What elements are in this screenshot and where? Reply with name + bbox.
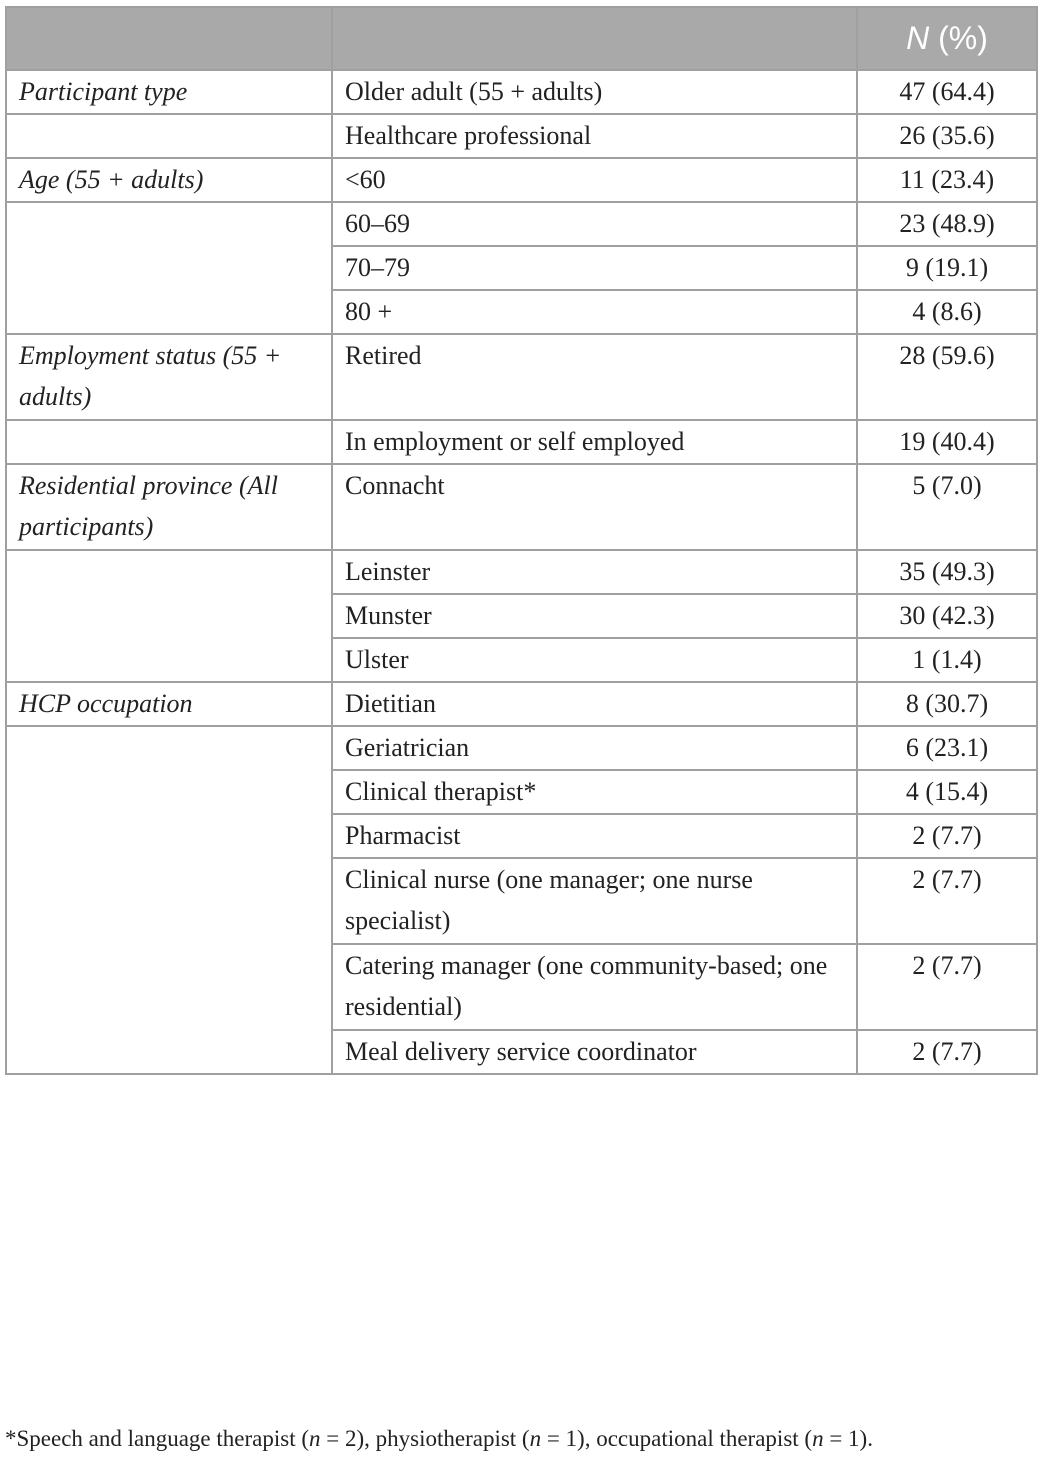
row-item: <60: [332, 158, 857, 202]
row-value: 2 (7.7): [857, 858, 1037, 944]
row-value: 2 (7.7): [857, 944, 1037, 1030]
row-item: In employment or self employed: [332, 420, 857, 464]
row-value: 9 (19.1): [857, 246, 1037, 290]
row-category: [6, 420, 332, 464]
row-value: 1 (1.4): [857, 638, 1037, 682]
row-value: 26 (35.6): [857, 114, 1037, 158]
row-item: 70–79: [332, 246, 857, 290]
header-percent: (%): [938, 20, 988, 56]
row-item: Older adult (55 + adults): [332, 70, 857, 114]
row-item: Munster: [332, 594, 857, 638]
row-value: 8 (30.7): [857, 682, 1037, 726]
table-row: [6, 726, 1037, 770]
row-value: 19 (40.4): [857, 420, 1037, 464]
row-category: Age (55 + adults): [6, 158, 332, 202]
row-item: Retired: [332, 334, 857, 420]
table-row: [6, 158, 1037, 202]
row-value: 2 (7.7): [857, 814, 1037, 858]
table-row: [6, 550, 1037, 594]
row-item: Clinical therapist*: [332, 770, 857, 814]
footnote-text-1: *Speech and language therapist (: [5, 1426, 309, 1451]
row-item: Dietitian: [332, 682, 857, 726]
row-item: 60–69: [332, 202, 857, 246]
table-row: [6, 114, 1037, 158]
table-row: [6, 202, 1037, 246]
row-value: 47 (64.4): [857, 70, 1037, 114]
row-value: 30 (42.3): [857, 594, 1037, 638]
row-item: Connacht: [332, 464, 857, 550]
row-item: Ulster: [332, 638, 857, 682]
footnote-text-3: = 1), occupational therapist (: [541, 1426, 813, 1451]
table-footnote: [5, 1426, 1040, 1452]
row-category: [6, 726, 332, 1074]
row-category: [6, 550, 332, 682]
row-item: Leinster: [332, 550, 857, 594]
footnote-n-3: n: [812, 1426, 824, 1451]
table-row: [6, 682, 1037, 726]
header-col1: [6, 7, 332, 70]
row-item: Catering manager (one community-based; one residential): [332, 944, 857, 1030]
header-n-percent: [857, 7, 1037, 70]
row-value: 23 (48.9): [857, 202, 1037, 246]
row-value: 5 (7.0): [857, 464, 1037, 550]
row-item: 80 +: [332, 290, 857, 334]
row-value: 35 (49.3): [857, 550, 1037, 594]
row-value: 2 (7.7): [857, 1030, 1037, 1074]
row-item: Geriatrician: [332, 726, 857, 770]
row-value: 4 (8.6): [857, 290, 1037, 334]
demographics-table: [5, 6, 1038, 1075]
row-category: [6, 202, 332, 334]
table-row: [6, 464, 1037, 550]
row-category: Residential province (All participants): [6, 464, 332, 550]
row-item: Clinical nurse (one manager; one nurse specialist): [332, 858, 857, 944]
table-row: [6, 420, 1037, 464]
table-row: [6, 70, 1037, 114]
table-header-row: [6, 7, 1037, 70]
footnote-text-4: = 1).: [823, 1426, 873, 1451]
row-item: Healthcare professional: [332, 114, 857, 158]
footnote-n-2: n: [529, 1426, 542, 1451]
header-col2: [332, 7, 857, 70]
row-category: Employment status (55 + adults): [6, 334, 332, 420]
row-category: Participant type: [6, 70, 332, 114]
row-item: Pharmacist: [332, 814, 857, 858]
row-value: 11 (23.4): [857, 158, 1037, 202]
row-value: 4 (15.4): [857, 770, 1037, 814]
footnote-n-1: n: [309, 1426, 321, 1451]
header-n: N: [906, 20, 930, 56]
row-value: 28 (59.6): [857, 334, 1037, 420]
row-category: [6, 114, 332, 158]
row-category: HCP occupation: [6, 682, 332, 726]
row-value: 6 (23.1): [857, 726, 1037, 770]
footnote-text-2: = 2), physiotherapist (: [320, 1426, 530, 1451]
row-item: Meal delivery service coordinator: [332, 1030, 857, 1074]
table-row: [6, 334, 1037, 420]
